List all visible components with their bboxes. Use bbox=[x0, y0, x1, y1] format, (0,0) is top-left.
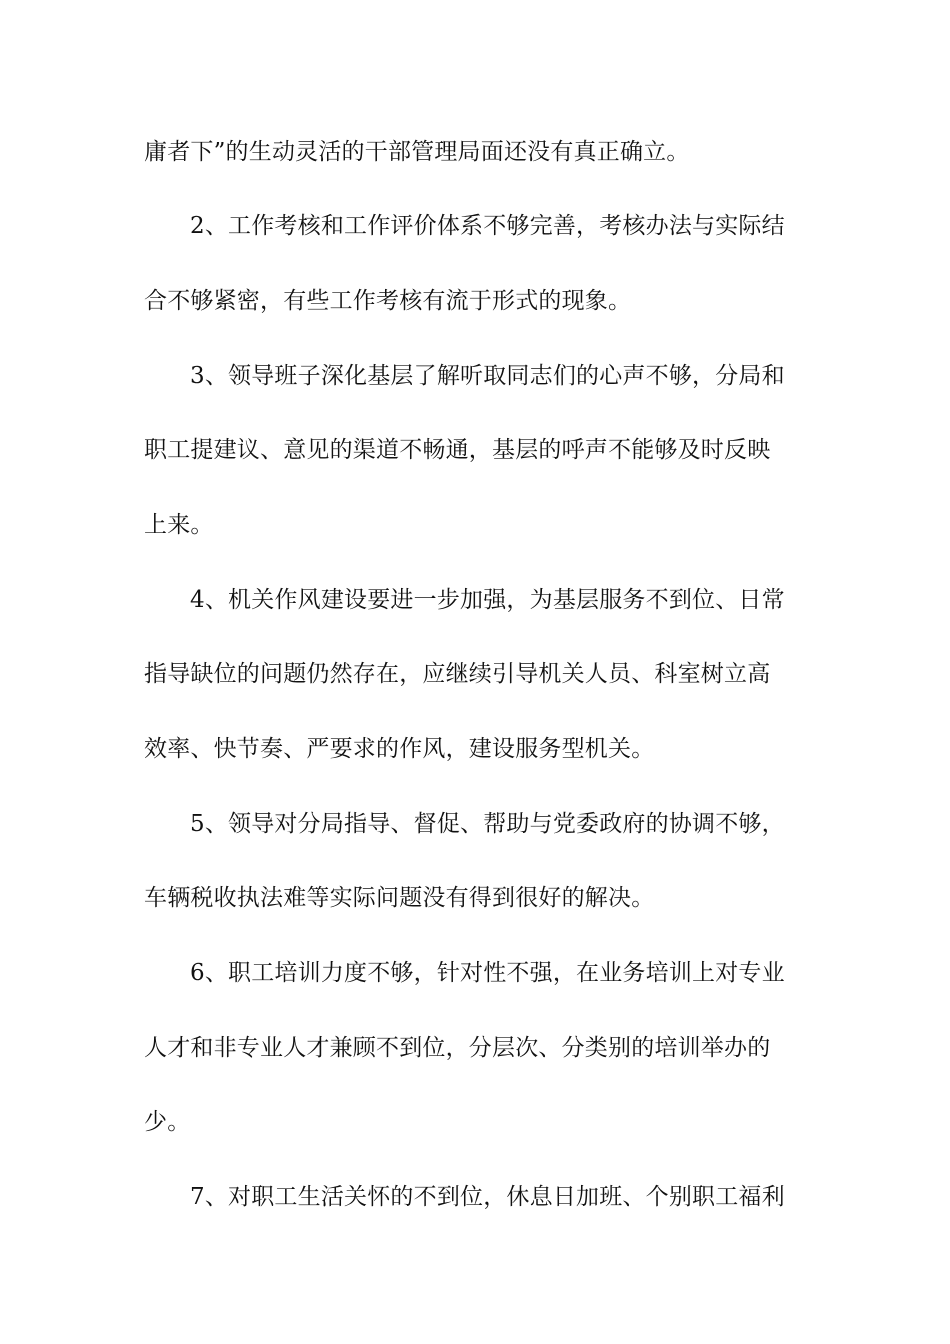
paragraph-5-line-2: 车辆税收执法难等实际问题没有得到很好的解决。 bbox=[144, 885, 655, 911]
paragraph-4-line-1: 4、机关作风建设要进一步加强，为基层服务不到位、日常 bbox=[190, 587, 785, 613]
paragraph-4-line-2: 指导缺位的问题仍然存在，应继续引导机关人员、科室树立高 bbox=[144, 661, 771, 687]
paragraph-6-line-3: 少。 bbox=[144, 1109, 191, 1135]
text-line: 庸者下”的生动灵活的干部管理局面还没有真正确立。 bbox=[144, 139, 690, 165]
paragraph-3-line-1: 3、领导班子深化基层了解听取同志们的心声不够，分局和 bbox=[190, 363, 785, 389]
paragraph-3-line-2: 职工提建议、意见的渠道不畅通，基层的呼声不能够及时反映 bbox=[144, 437, 771, 463]
paragraph-7-line-1: 7、对职工生活关怀的不到位，休息日加班、个别职工福利 bbox=[190, 1184, 785, 1210]
paragraph-3-line-3: 上来。 bbox=[144, 512, 214, 538]
paragraph-6-line-1: 6、职工培训力度不够，针对性不强，在业务培训上对专业 bbox=[190, 960, 785, 986]
paragraph-2-line-2: 合不够紧密，有些工作考核有流于形式的现象。 bbox=[144, 288, 632, 314]
paragraph-6-line-2: 人才和非专业人才兼顾不到位，分层次、分类别的培训举办的 bbox=[144, 1035, 771, 1061]
paragraph-2-line-1: 2、工作考核和工作评价体系不够完善，考核办法与实际结 bbox=[190, 213, 785, 239]
paragraph-4-line-3: 效率、快节奏、严要求的作风，建设服务型机关。 bbox=[144, 736, 655, 762]
paragraph-5-line-1: 5、领导对分局指导、督促、帮助与党委政府的协调不够， bbox=[190, 811, 785, 837]
